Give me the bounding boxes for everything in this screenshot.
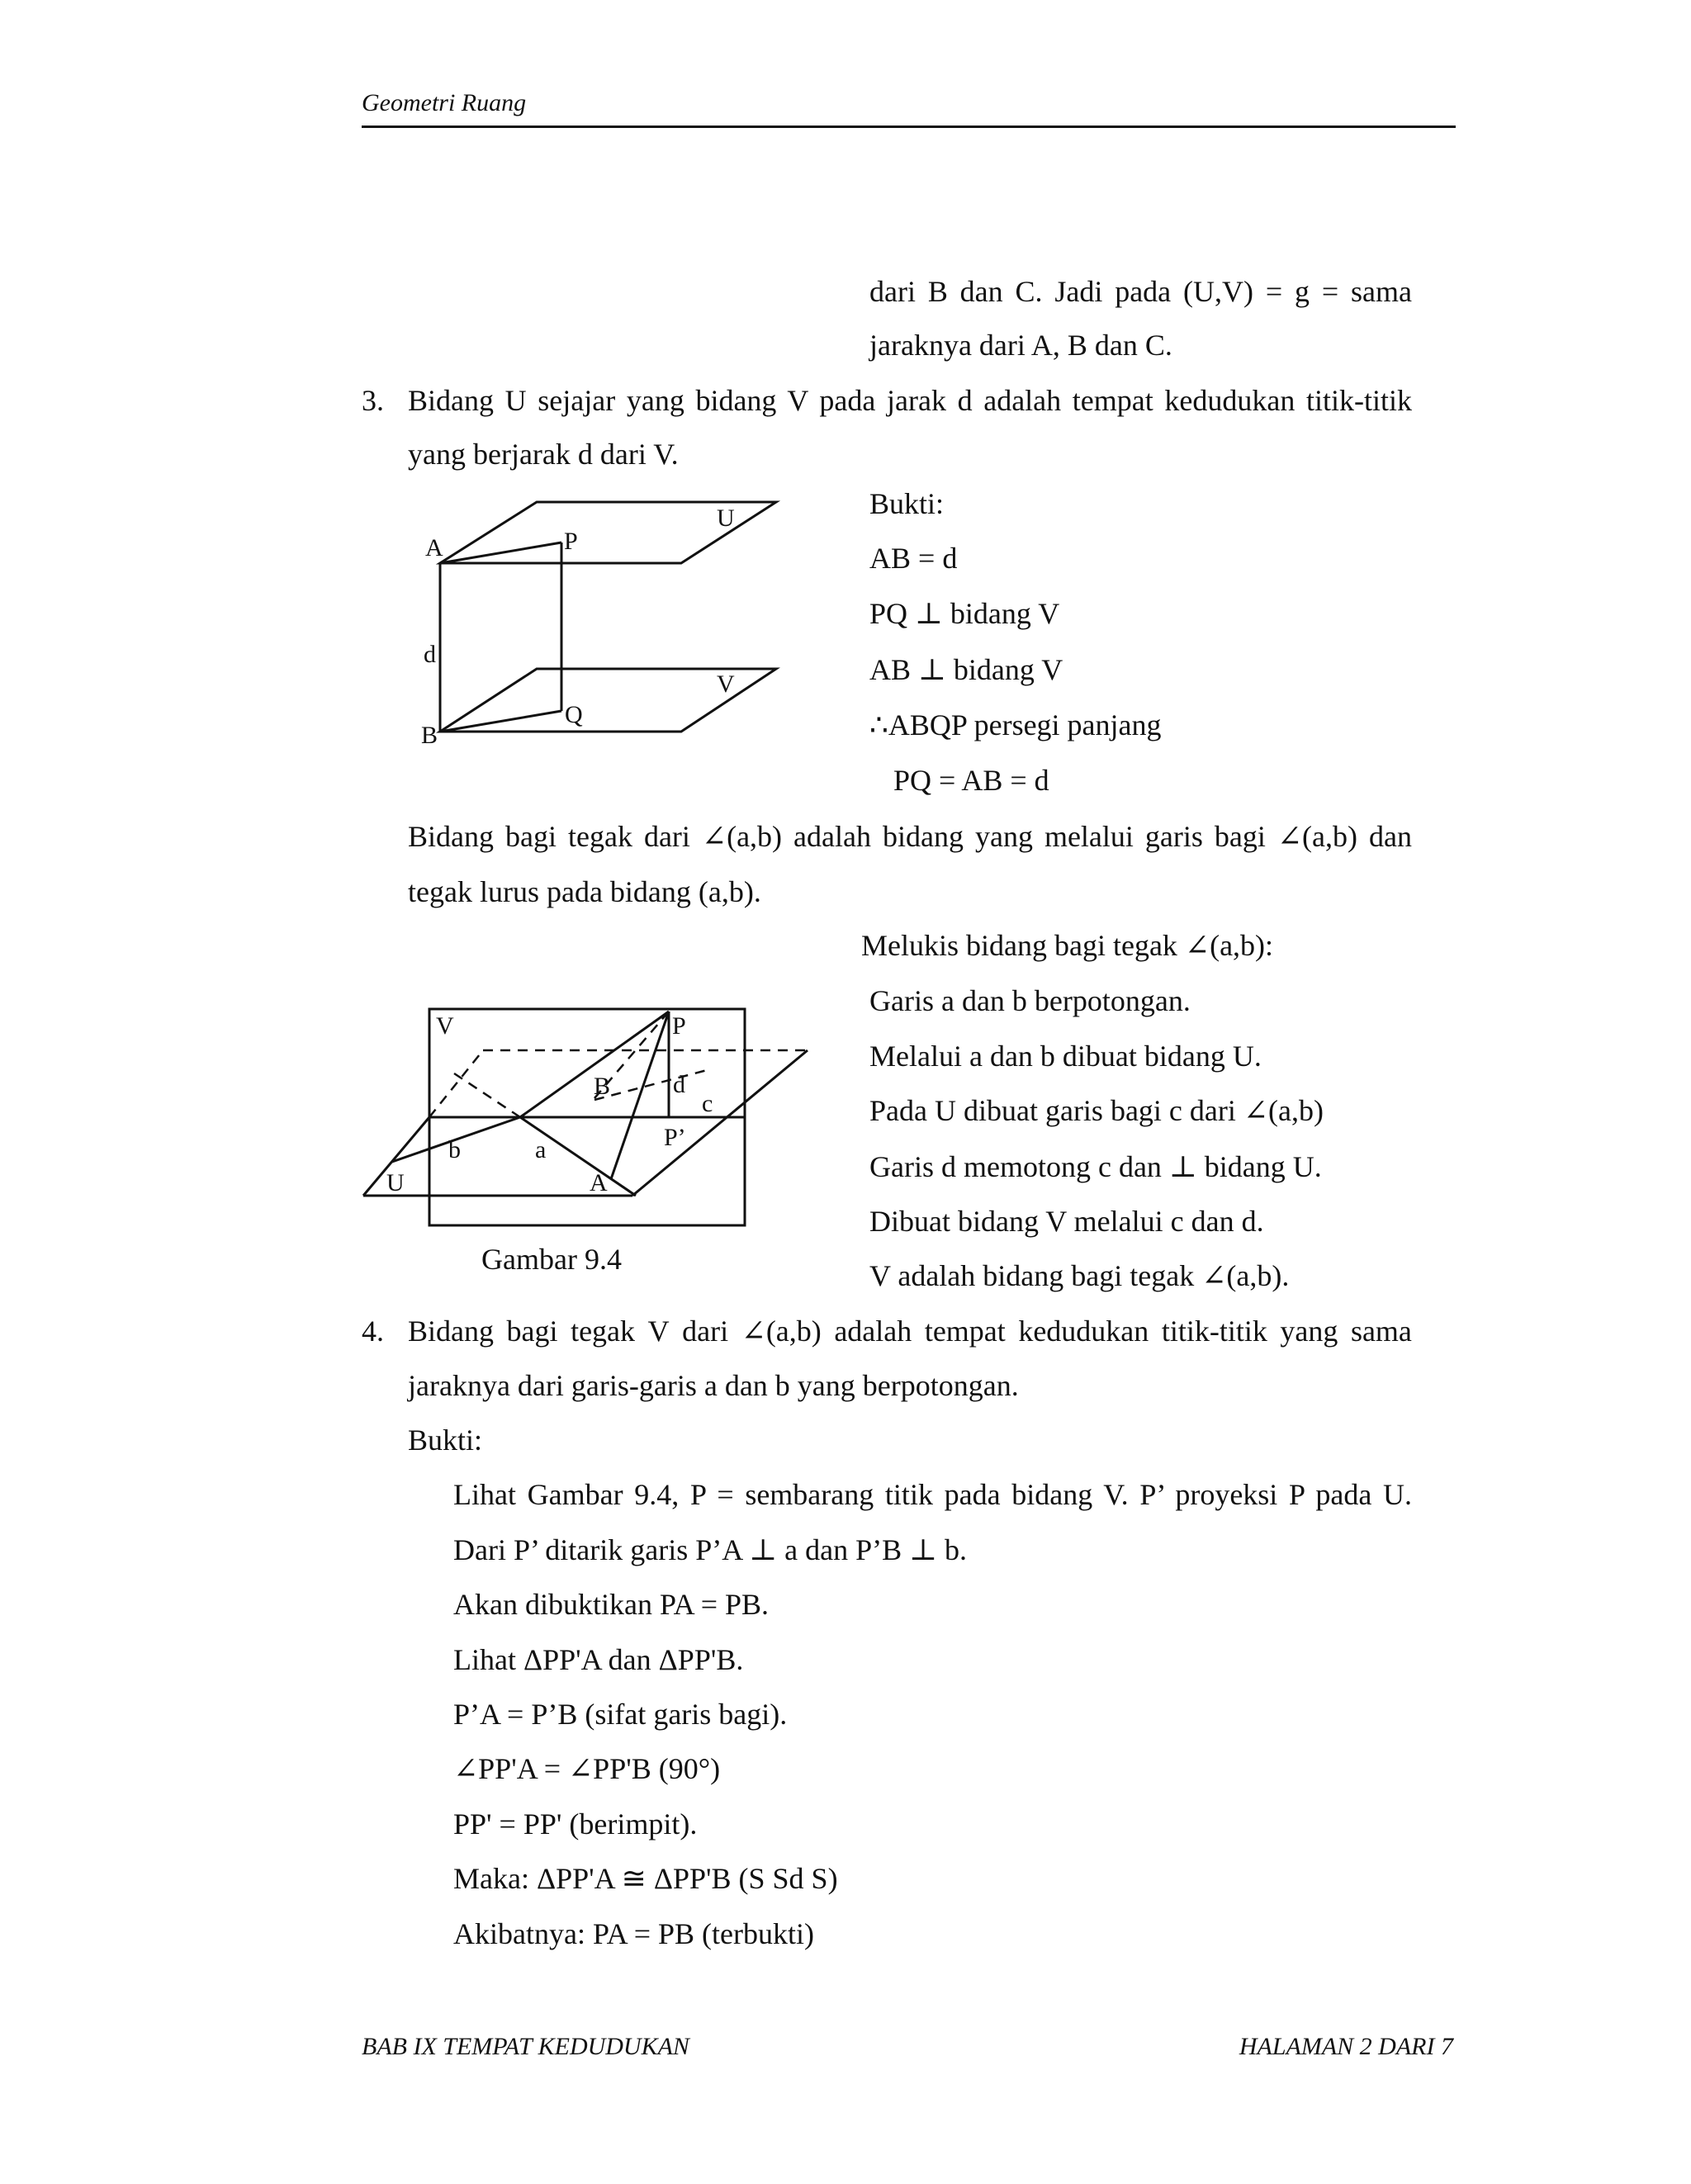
word: dan	[1369, 820, 1412, 853]
label-v: V	[717, 670, 735, 698]
word: tegak	[567, 820, 632, 853]
definition-line-1	[408, 820, 1412, 853]
item3-proof-line: AB ⊥ bidang V	[869, 653, 1063, 686]
word: ∠(a,b)	[1277, 820, 1358, 853]
word: yang	[1280, 1315, 1338, 1348]
line-pa	[611, 1011, 669, 1179]
word: bagi	[505, 820, 557, 853]
item4-proof-line: Lihat ΔPP'A dan ΔPP'B.	[453, 1643, 744, 1676]
item3-proof-line: AB = d	[869, 542, 958, 575]
label-a-point: A	[590, 1169, 608, 1196]
item4-proof-heading: Bukti:	[408, 1424, 483, 1457]
word: melalui	[1044, 820, 1134, 853]
label-a: A	[425, 534, 443, 561]
header-rule	[362, 126, 1456, 128]
item3-line-1: Bidang U sejajar yang bidang V pada jarak d adalah tempat kedudukan titik-titik	[408, 384, 1412, 417]
construction-step: Melalui a dan b dibuat bidang U.	[869, 1040, 1262, 1073]
item4-proof-line: Akibatnya: PA = PB (terbukti)	[453, 1917, 814, 1950]
bisector-plane-figure	[355, 999, 817, 1247]
label-c: c	[702, 1090, 713, 1117]
label-b: B	[421, 722, 438, 749]
label-u: U	[717, 505, 735, 532]
item4-proof-line: ∠PP'A = ∠PP'B (90°)	[453, 1752, 721, 1785]
word: C.	[1015, 275, 1043, 308]
word: Jadi	[1054, 275, 1103, 308]
item3-proof-line: ∴ABQP persegi panjang	[869, 708, 1162, 741]
label-v: V	[436, 1012, 454, 1040]
item4-number: 4.	[362, 1315, 384, 1348]
item4-proof-line: P’A = P’B (sifat garis bagi).	[453, 1698, 788, 1731]
figure-caption: Gambar 9.4	[481, 1243, 622, 1276]
label-q: Q	[565, 701, 583, 728]
word: ∠(a,b)	[701, 820, 783, 853]
label-d: d	[673, 1071, 685, 1098]
label-p-prime: P’	[664, 1124, 686, 1151]
word: (U,V)	[1183, 275, 1253, 308]
word: adalah	[834, 1315, 912, 1348]
item3-proof-line: Bukti:	[869, 487, 945, 520]
word: B	[927, 275, 948, 308]
word: V	[647, 1315, 670, 1348]
footer-page-number: HALAMAN 2 DARI 7	[1239, 2033, 1453, 2060]
construction-heading: Melukis bidang bagi tegak ∠(a,b):	[861, 929, 1274, 962]
construction-step: Garis d memotong c dan ⊥ bidang U.	[869, 1150, 1322, 1183]
word: =	[1265, 275, 1283, 308]
label-p: P	[672, 1012, 686, 1040]
footer-chapter: BAB IX TEMPAT KEDUDUKAN	[362, 2033, 689, 2060]
word: dari	[869, 275, 916, 308]
construction-step: V adalah bidang bagi tegak ∠(a,b).	[869, 1259, 1290, 1292]
line-pb	[520, 1011, 669, 1117]
word: kedudukan	[1018, 1315, 1149, 1348]
label-b-point: B	[594, 1073, 611, 1100]
item3-number: 3.	[362, 384, 384, 417]
word: bagi	[1214, 820, 1266, 853]
item3-proof-line: PQ ⊥ bidang V	[869, 597, 1060, 630]
word: Bidang	[408, 1315, 494, 1348]
label-d: d	[424, 641, 436, 668]
plane-u-right-edge	[632, 1050, 808, 1196]
definition-line-2: tegak lurus pada bidang (a,b).	[408, 875, 761, 908]
item4-line-1	[408, 1315, 1412, 1348]
item4-proof-line: Dari P’ ditarik garis P’A ⊥ a dan P’B ⊥ b.	[453, 1533, 967, 1566]
dashed-pc	[594, 1069, 710, 1100]
item4-proof-line: Lihat Gambar 9.4, P = sembarang titik pada bidang V. P’ proyeksi P pada U.	[453, 1478, 1412, 1511]
item4-proof-line: Maka: ΔPP'A ≅ ΔPP'B (S Sd S)	[453, 1862, 838, 1895]
dashed-b-extension	[454, 1073, 520, 1117]
word: garis	[1144, 820, 1203, 853]
word: g	[1295, 275, 1310, 308]
word: ∠(a,b)	[741, 1315, 822, 1348]
continuation-line-2: jaraknya dari A, B dan C.	[869, 329, 1172, 362]
word: dan	[959, 275, 1003, 308]
word: yang	[974, 820, 1033, 853]
parallel-planes-figure	[405, 491, 801, 756]
word: dari	[643, 820, 690, 853]
segment-bq	[440, 711, 561, 732]
label-u: U	[386, 1169, 405, 1196]
word: =	[1321, 275, 1339, 308]
label-p: P	[564, 528, 578, 555]
word: pada	[1115, 275, 1172, 308]
item4-line-2: jaraknya dari garis-garis a dan b yang berpotongan.	[408, 1369, 1019, 1402]
item3-proof-line: PQ = AB = d	[893, 764, 1049, 797]
construction-step: Pada U dibuat garis bagi c dari ∠(a,b)	[869, 1094, 1324, 1127]
item3-line-2: yang berjarak d dari V.	[408, 438, 679, 471]
construction-step: Garis a dan b berpotongan.	[869, 984, 1191, 1017]
item4-proof-line: PP' = PP' (berimpit).	[453, 1807, 698, 1841]
construction-step: Dibuat bidang V melalui c dan d.	[869, 1205, 1264, 1238]
word: titik-titik	[1161, 1315, 1267, 1348]
word: bagi	[506, 1315, 558, 1348]
word: tegak	[571, 1315, 636, 1348]
word: tempat	[924, 1315, 1006, 1348]
word: bidang	[882, 820, 964, 853]
plane-u-back-left	[429, 1050, 483, 1117]
running-header: Geometri Ruang	[362, 89, 527, 116]
word: Bidang	[408, 820, 494, 853]
item4-proof-line: Akan dibuktikan PA = PB.	[453, 1588, 770, 1621]
continuation-line-1	[869, 275, 1412, 308]
label-a-line: a	[535, 1136, 547, 1163]
word: sama	[1350, 1315, 1412, 1348]
word: sama	[1351, 275, 1412, 308]
label-b-line: b	[448, 1136, 461, 1163]
word: adalah	[793, 820, 871, 853]
word: dari	[682, 1315, 729, 1348]
